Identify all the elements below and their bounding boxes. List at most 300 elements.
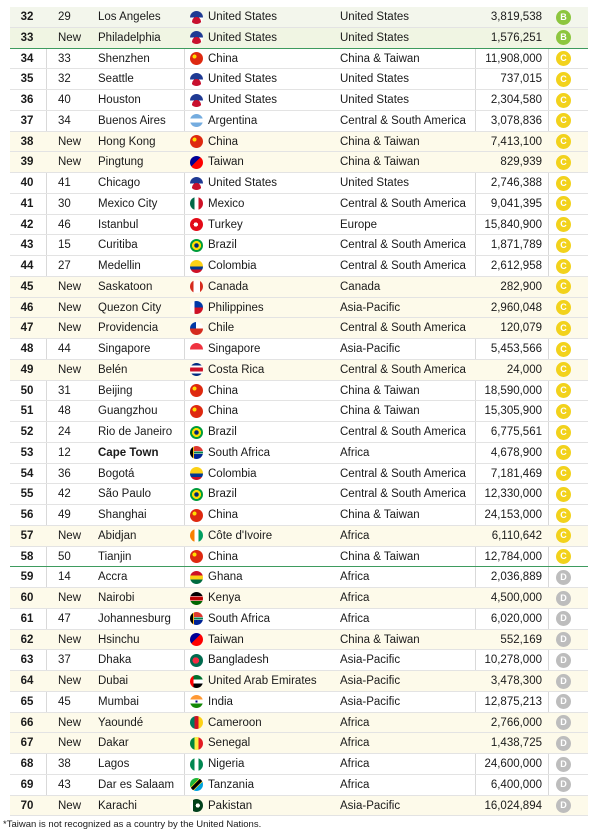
previous-rank-cell: 46 [58, 218, 71, 231]
previous-rank-cell: 48 [58, 405, 71, 418]
previous-rank-cell: 29 [58, 11, 71, 23]
rank-cell: 45 [20, 280, 34, 293]
region-cell: Central & South America [340, 363, 466, 376]
grade-badge: C [556, 279, 572, 294]
china-flag-icon [190, 52, 204, 65]
grade-badge: C [556, 342, 572, 357]
taiwan-flag-icon [190, 156, 204, 169]
previous-rank-cell: New [58, 737, 82, 750]
city-cell: Dhaka [98, 654, 132, 667]
tanzania-flag-icon [190, 778, 204, 791]
region-cell: China & Taiwan [340, 509, 420, 521]
table-row-45 [10, 277, 588, 298]
table-row-40 [10, 173, 588, 194]
previous-rank-cell: 50 [58, 550, 71, 563]
country-cell: Turkey [208, 218, 243, 231]
rank-cell: 36 [20, 94, 34, 106]
city-cell: Chicago [98, 177, 141, 189]
city-cell: Cape Town [98, 446, 159, 459]
grade-badge: D [556, 653, 572, 668]
grade-badge: D [556, 798, 572, 813]
city-cell: Los Angeles [98, 11, 161, 23]
population-cell: 12,784,000 [484, 550, 542, 563]
table-row-37 [10, 111, 588, 132]
rank-cell: 51 [20, 405, 34, 418]
rank-cell: 65 [20, 695, 34, 708]
city-cell: Mumbai [98, 695, 139, 708]
table-row-43 [10, 235, 588, 256]
rank-cell: 61 [20, 612, 34, 625]
country-cell: United States [208, 73, 278, 86]
city-cell: São Paulo [98, 488, 152, 501]
population-cell: 15,840,900 [484, 218, 542, 231]
table-row-65 [10, 692, 588, 713]
previous-rank-cell: New [58, 156, 82, 169]
city-cell: Singapore [98, 343, 151, 355]
previous-rank-cell: New [58, 322, 82, 335]
region-cell: Asia-Pacific [340, 301, 401, 314]
city-cell: Mexico City [98, 197, 158, 210]
rank-cell: 38 [20, 135, 34, 148]
region-cell: Canada [340, 280, 381, 293]
kenya-flag-icon [190, 592, 204, 605]
country-cell: Cameroon [208, 716, 262, 729]
region-cell: Africa [340, 758, 370, 770]
grade-badge: D [556, 757, 572, 772]
grade-badge: C [556, 362, 572, 377]
table-row-42 [10, 215, 588, 236]
rank-cell: 64 [20, 675, 34, 687]
previous-rank-cell: 33 [58, 52, 71, 65]
grade-badge: C [556, 445, 572, 460]
rank-cell: 56 [20, 509, 34, 521]
grade-badge: C [556, 466, 572, 481]
previous-rank-cell: 40 [58, 94, 71, 106]
country-cell: Ghana [208, 571, 243, 584]
city-cell: Lagos [98, 758, 130, 770]
previous-rank-cell: New [58, 363, 82, 376]
previous-rank-cell: 14 [58, 571, 71, 584]
population-cell: 829,939 [500, 156, 542, 169]
country-cell: Colombia [208, 467, 257, 480]
population-cell: 12,330,000 [484, 488, 542, 501]
region-cell: China & Taiwan [340, 135, 420, 148]
country-cell: Brazil [208, 239, 237, 252]
previous-rank-cell: New [58, 675, 82, 687]
previous-rank-cell: 36 [58, 467, 71, 480]
city-cell: Curitiba [98, 239, 138, 252]
us-flag-icon [190, 177, 204, 190]
population-cell: 552,169 [500, 633, 542, 646]
us-flag-icon [190, 73, 204, 86]
population-cell: 2,612,958 [490, 260, 542, 272]
country-cell: United States [208, 11, 278, 23]
pakistan-flag-icon [190, 799, 204, 812]
table-row-60 [10, 588, 588, 609]
country-cell: Canada [208, 280, 249, 293]
grade-badge: C [556, 300, 572, 315]
grade-badge: B [556, 30, 572, 45]
country-cell: Bangladesh [208, 654, 269, 667]
city-cell: Abidjan [98, 529, 137, 542]
population-cell: 2,746,388 [490, 177, 542, 189]
region-cell: Asia-Pacific [340, 695, 401, 708]
region-cell: United States [340, 94, 410, 106]
table-row-52 [10, 422, 588, 443]
grade-badge: C [556, 321, 572, 336]
costa-rica-flag-icon [190, 363, 204, 376]
region-cell: China & Taiwan [340, 550, 420, 563]
population-cell: 18,590,000 [484, 384, 542, 397]
country-cell: Tanzania [208, 778, 255, 791]
table-row-33 [10, 28, 588, 49]
region-cell: Central & South America [340, 260, 466, 272]
china-flag-icon [190, 384, 204, 397]
region-cell: Africa [340, 737, 370, 750]
rank-cell: 54 [20, 467, 34, 480]
table-row-41 [10, 194, 588, 215]
country-cell: Brazil [208, 426, 237, 438]
population-cell: 3,078,836 [490, 114, 542, 127]
rank-cell: 49 [20, 363, 34, 376]
rank-cell: 58 [20, 550, 34, 563]
table-row-49 [10, 360, 588, 381]
table-row-62 [10, 630, 588, 651]
table-row-57 [10, 526, 588, 547]
city-cell: Shenzhen [98, 52, 150, 65]
region-cell: Central & South America [340, 114, 466, 127]
city-cell: Tianjin [98, 550, 132, 563]
city-cell: Karachi [98, 799, 137, 812]
region-cell: Central & South America [340, 426, 466, 438]
city-cell: Beijing [98, 384, 133, 397]
region-cell: Africa [340, 571, 370, 584]
bangladesh-flag-icon [190, 654, 204, 667]
grade-badge: D [556, 694, 572, 709]
grade-badge: D [556, 736, 572, 751]
previous-rank-cell: 45 [58, 695, 71, 708]
rank-cell: 50 [20, 384, 34, 397]
rank-cell: 42 [20, 218, 34, 231]
population-cell: 1,576,251 [490, 31, 542, 44]
population-cell: 5,453,566 [490, 343, 542, 355]
grade-badge: D [556, 715, 572, 730]
previous-rank-cell: New [58, 31, 82, 44]
country-cell: United Arab Emirates [208, 675, 317, 687]
city-cell: Nairobi [98, 592, 135, 604]
population-cell: 2,960,048 [490, 301, 542, 314]
region-cell: China & Taiwan [340, 52, 420, 65]
previous-rank-cell: 43 [58, 778, 71, 791]
rank-cell: 53 [20, 446, 34, 459]
previous-rank-cell: 30 [58, 197, 71, 210]
previous-rank-cell: 41 [58, 177, 71, 189]
turkey-flag-icon [190, 218, 204, 231]
grade-badge: C [556, 549, 572, 564]
grade-badge: C [556, 508, 572, 523]
rank-cell: 43 [20, 239, 34, 252]
rank-cell: 52 [20, 426, 34, 438]
country-cell: United States [208, 31, 278, 44]
region-cell: China & Taiwan [340, 633, 420, 646]
rank-cell: 69 [20, 778, 34, 791]
table-row-47 [10, 318, 588, 339]
population-cell: 11,908,000 [485, 52, 542, 65]
taiwan-flag-icon [190, 633, 204, 646]
brazil-flag-icon [190, 239, 204, 252]
table-row-55 [10, 484, 588, 505]
population-cell: 2,304,580 [490, 94, 542, 106]
table-row-70 [10, 796, 588, 817]
rank-cell: 40 [20, 177, 34, 189]
region-cell: Central & South America [340, 322, 466, 335]
previous-rank-cell: New [58, 799, 82, 812]
city-cell: Philadelphia [98, 31, 161, 44]
previous-rank-cell: New [58, 529, 82, 542]
south-africa-flag-icon [190, 612, 204, 625]
cameroon-flag-icon [190, 716, 204, 729]
region-cell: Europe [340, 218, 378, 231]
rank-cell: 46 [20, 301, 34, 314]
rank-cell: 33 [20, 31, 34, 44]
city-cell: Istanbul [98, 218, 139, 231]
city-cell: Hong Kong [98, 135, 156, 148]
country-cell: Chile [208, 322, 235, 335]
grade-badge: C [556, 196, 572, 211]
table-row-39 [10, 152, 588, 173]
grade-badge: C [556, 217, 572, 232]
region-cell: Africa [340, 778, 370, 791]
china-flag-icon [190, 509, 204, 522]
population-cell: 15,305,900 [484, 405, 542, 418]
nigeria-flag-icon [190, 758, 204, 771]
grade-badge: C [556, 425, 572, 440]
grade-badge: C [556, 176, 572, 191]
previous-rank-cell: 27 [58, 260, 71, 272]
grade-badge: B [556, 10, 572, 25]
population-cell: 4,500,000 [490, 592, 542, 604]
country-cell: Singapore [208, 343, 261, 355]
city-cell: Quezon City [98, 301, 162, 314]
us-flag-icon [190, 94, 204, 107]
previous-rank-cell: New [58, 280, 82, 293]
argentina-flag-icon [190, 114, 204, 127]
population-cell: 120,079 [500, 322, 542, 335]
ghana-flag-icon [190, 571, 204, 584]
population-cell: 7,181,469 [490, 467, 542, 480]
region-cell: Africa [340, 612, 370, 625]
table-row-66 [10, 713, 588, 734]
city-cell: Shanghai [98, 509, 147, 521]
city-cell: Belén [98, 363, 128, 376]
country-cell: United States [208, 94, 278, 106]
population-cell: 282,900 [500, 280, 542, 293]
previous-rank-cell: 12 [58, 446, 71, 459]
table-row-48 [10, 339, 588, 360]
grade-badge: C [556, 238, 572, 253]
uae-flag-icon [190, 675, 204, 688]
region-cell: Asia-Pacific [340, 343, 401, 355]
population-cell: 3,819,538 [490, 11, 542, 23]
country-cell: Pakistan [208, 799, 253, 812]
table-row-34 [10, 49, 588, 70]
china-flag-icon [190, 550, 204, 563]
population-cell: 1,438,725 [490, 737, 542, 750]
city-cell: Seattle [98, 73, 134, 86]
population-cell: 7,413,100 [490, 135, 542, 148]
rank-cell: 39 [20, 156, 34, 169]
table-row-67 [10, 733, 588, 754]
table-row-38 [10, 132, 588, 153]
cote-divoire-flag-icon [190, 529, 204, 542]
city-ranking-table [10, 7, 588, 816]
rank-cell: 62 [20, 633, 34, 646]
grade-badge: D [556, 611, 572, 626]
region-cell: Central & South America [340, 197, 466, 210]
senegal-flag-icon [190, 737, 204, 750]
chile-flag-icon [190, 322, 204, 335]
population-cell: 737,015 [500, 73, 542, 86]
previous-rank-cell: 24 [58, 426, 71, 438]
population-cell: 24,000 [506, 363, 542, 376]
rank-cell: 70 [20, 799, 34, 812]
brazil-flag-icon [190, 488, 204, 501]
region-cell: Asia-Pacific [340, 654, 401, 667]
city-cell: Buenos Aires [98, 114, 166, 127]
city-cell: Houston [98, 94, 141, 106]
country-cell: Côte d'Ivoire [208, 529, 273, 542]
previous-rank-cell: 34 [58, 114, 71, 127]
rank-cell: 60 [20, 592, 34, 604]
country-cell: Nigeria [208, 758, 245, 770]
rank-cell: 66 [20, 716, 34, 729]
region-cell: China & Taiwan [340, 156, 420, 169]
population-cell: 3,478,300 [490, 675, 542, 687]
table-row-59 [10, 567, 588, 588]
rank-cell: 41 [20, 197, 34, 210]
country-cell: Argentina [208, 114, 258, 127]
previous-rank-cell: New [58, 592, 82, 604]
grade-badge: D [556, 777, 572, 792]
us-flag-icon [190, 11, 204, 24]
country-cell: China [208, 509, 239, 521]
table-row-36 [10, 90, 588, 111]
rank-cell: 47 [20, 322, 34, 335]
country-cell: China [208, 384, 239, 397]
city-cell: Yaoundé [98, 716, 144, 729]
population-cell: 2,766,000 [490, 716, 542, 729]
region-cell: United States [340, 73, 410, 86]
previous-rank-cell: 44 [58, 343, 71, 355]
colombia-flag-icon [190, 467, 204, 480]
country-cell: Costa Rica [208, 363, 265, 376]
grade-badge: C [556, 528, 572, 543]
table-row-69 [10, 775, 588, 796]
grade-badge: C [556, 404, 572, 419]
table-row-61 [10, 609, 588, 630]
region-cell: United States [340, 177, 410, 189]
country-cell: Colombia [208, 260, 257, 272]
city-cell: Dar es Salaam [98, 778, 175, 791]
country-cell: South Africa [208, 612, 271, 625]
previous-rank-cell: 42 [58, 488, 71, 501]
city-cell: Medellin [98, 260, 141, 272]
india-flag-icon [190, 695, 204, 708]
country-cell: Senegal [208, 737, 251, 750]
grade-badge: C [556, 72, 572, 87]
table-row-68 [10, 754, 588, 775]
population-cell: 24,600,000 [484, 758, 542, 770]
city-cell: Pingtung [98, 156, 144, 169]
country-cell: Kenya [208, 592, 241, 604]
canada-flag-icon [190, 280, 204, 293]
city-cell: Dakar [98, 737, 129, 750]
china-flag-icon [190, 135, 204, 148]
region-cell: Asia-Pacific [340, 799, 401, 812]
grade-badge: C [556, 113, 572, 128]
region-cell: Africa [340, 446, 370, 459]
country-cell: Taiwan [208, 633, 244, 646]
country-cell: India [208, 695, 233, 708]
grade-badge: D [556, 674, 572, 689]
table-row-53 [10, 443, 588, 464]
rank-cell: 44 [20, 260, 34, 272]
previous-rank-cell: 38 [58, 758, 71, 770]
region-cell: United States [340, 31, 410, 44]
table-row-63 [10, 650, 588, 671]
table-row-56 [10, 505, 588, 526]
rank-cell: 48 [20, 343, 34, 355]
rank-cell: 63 [20, 654, 34, 667]
philippines-flag-icon [190, 301, 204, 314]
table-row-54 [10, 464, 588, 485]
population-cell: 16,024,894 [484, 799, 542, 812]
country-cell: South Africa [208, 446, 271, 459]
region-cell: Central & South America [340, 488, 466, 501]
previous-rank-cell: 37 [58, 654, 71, 667]
population-cell: 6,775,561 [490, 426, 542, 438]
previous-rank-cell: 31 [58, 384, 71, 397]
previous-rank-cell: 32 [58, 73, 71, 86]
mexico-flag-icon [190, 197, 204, 210]
country-cell: China [208, 52, 239, 65]
region-cell: United States [340, 11, 410, 23]
city-cell: Providencia [98, 322, 159, 335]
region-cell: China & Taiwan [340, 405, 420, 418]
previous-rank-cell: New [58, 135, 82, 148]
china-flag-icon [190, 405, 204, 418]
table-row-35 [10, 69, 588, 90]
region-cell: China & Taiwan [340, 384, 420, 397]
population-cell: 6,020,000 [490, 612, 542, 625]
rank-cell: 57 [20, 529, 34, 542]
grade-badge: C [556, 259, 572, 274]
country-cell: China [208, 405, 239, 418]
table-row-32 [10, 7, 588, 28]
previous-rank-cell: 49 [58, 509, 71, 521]
region-cell: Africa [340, 529, 370, 542]
grade-badge: C [556, 487, 572, 502]
region-cell: Africa [340, 716, 370, 729]
country-cell: Philippines [208, 301, 264, 314]
population-cell: 2,036,889 [490, 571, 542, 584]
grade-badge: C [556, 383, 572, 398]
table-row-64 [10, 671, 588, 692]
rank-cell: 37 [20, 114, 34, 127]
population-cell: 4,678,900 [490, 446, 542, 459]
grade-badge: C [556, 134, 572, 149]
country-cell: China [208, 135, 239, 148]
